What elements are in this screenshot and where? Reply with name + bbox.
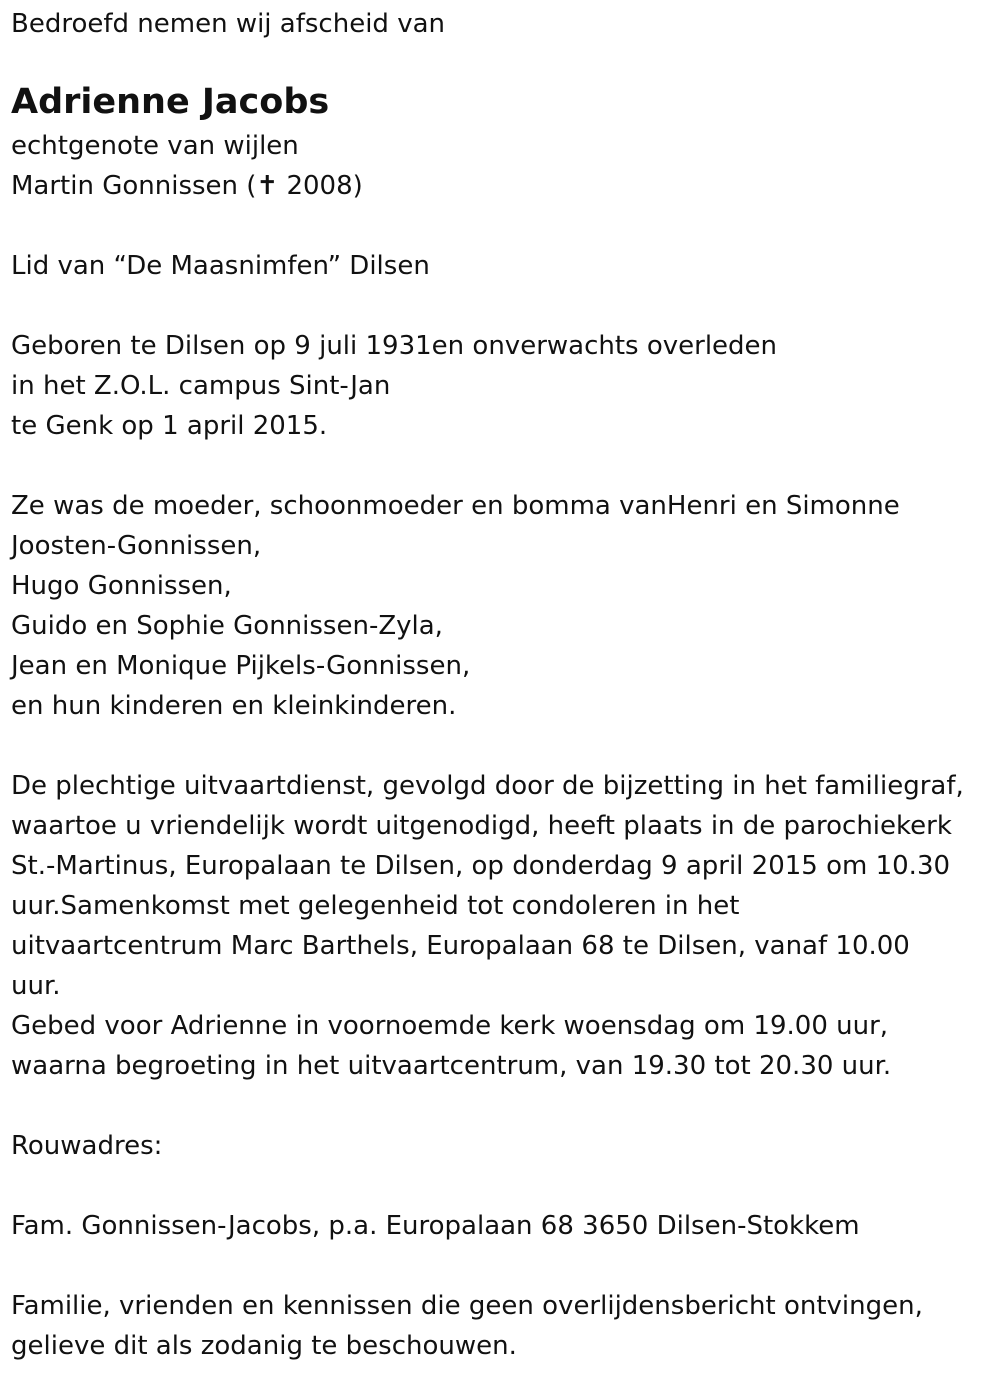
ceremony-line: St.-Martinus, Europalaan te Dilsen, op donderdag 9 april 2015 om 10.30 <box>11 851 951 881</box>
family-line: Ze was de moeder, schoonmoeder en bomma vanHenri en Simonne <box>11 491 900 521</box>
closing-line: gelieve dit als zodanig te beschouwen. <box>11 1331 517 1361</box>
ceremony-line: De plechtige uitvaartdienst, gevolgd door de bijzetting in het familiegraf, <box>11 771 964 801</box>
paragraph-gap <box>11 726 996 766</box>
birth-death-line: te Genk op 1 april 2015. <box>11 411 328 441</box>
paragraph-gap <box>11 446 996 486</box>
family-line: Joosten-Gonnissen, <box>11 531 262 561</box>
family-line: Jean en Monique Pijkels-Gonnissen, <box>11 651 471 681</box>
address-label: Rouwadres: <box>11 1131 163 1161</box>
family-line: Hugo Gonnissen, <box>11 571 232 601</box>
ceremony-line: waarna begroeting in het uitvaartcentrum, van 19.30 tot 20.30 uur. <box>11 1051 892 1081</box>
ceremony-line: Gebed voor Adrienne in voornoemde kerk woensdag om 19.00 uur, <box>11 1011 889 1041</box>
ceremony-line: uitvaartcentrum Marc Barthels, Europalaan 68 te Dilsen, vanaf 10.00 <box>11 931 910 961</box>
family-line: Guido en Sophie Gonnissen-Zyla, <box>11 611 443 641</box>
paragraph-gap <box>11 1246 996 1286</box>
birth-death-line: in het Z.O.L. campus Sint-Jan <box>11 371 391 401</box>
paragraph-gap <box>11 1086 996 1126</box>
paragraph-gap <box>11 1166 996 1206</box>
closing-line: Familie, vrienden en kennissen die geen overlijdensbericht ontvingen, <box>11 1291 923 1321</box>
spouse-line: echtgenote van wijlen <box>11 131 299 161</box>
paragraph-gap <box>11 286 996 326</box>
paragraph-gap <box>11 206 996 246</box>
ceremony-line: waartoe u vriendelijk wordt uitgenodigd, heeft plaats in de parochiekerk <box>11 811 952 841</box>
ceremony-line: uur.Samenkomst met gelegenheid tot condoleren in het <box>11 891 740 921</box>
birth-death-line: Geboren te Dilsen op 9 juli 1931en onverwachts overleden <box>11 331 778 361</box>
address-text: Fam. Gonnissen-Jacobs, p.a. Europalaan 68 3650 Dilsen-Stokkem <box>11 1211 860 1241</box>
ceremony-line: uur. <box>11 971 61 1001</box>
family-line: en hun kinderen en kleinkinderen. <box>11 691 457 721</box>
intro-text: Bedroefd nemen wij afscheid van <box>11 9 445 39</box>
spouse-line: Martin Gonnissen (✝ 2008) <box>11 171 363 201</box>
membership-text: Lid van “De Maasnimfen” Dilsen <box>11 251 430 281</box>
obituary-notice <box>11 0 996 1366</box>
deceased-name: Adrienne Jacobs <box>11 82 330 122</box>
